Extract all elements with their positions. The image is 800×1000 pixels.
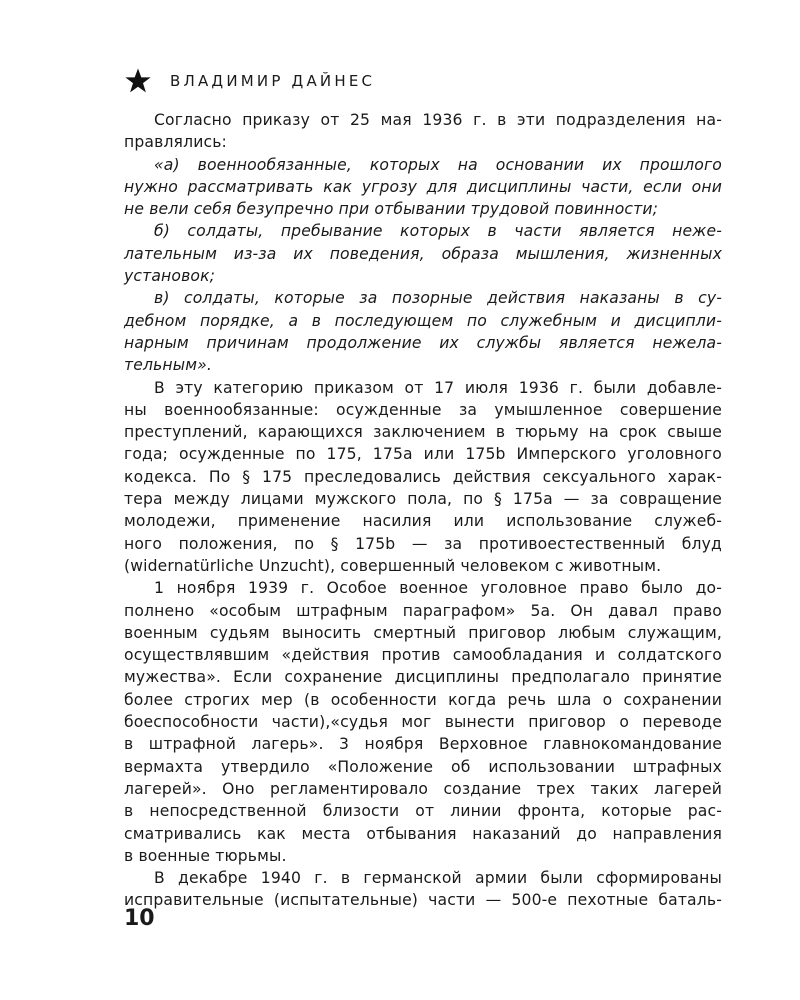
text-line: в непосредственной близости от линии фронта, которые рас-: [124, 802, 722, 821]
text-line: б) солдаты, пребывание которых в части является неже-: [154, 222, 722, 241]
star-icon: [124, 67, 152, 95]
text-line: 1 ноября 1939 г. Особое военное уголовное право было до-: [154, 579, 722, 598]
text-line: дебном порядке, а в последующем по служебным и дисципли-: [124, 311, 722, 330]
text-line: установок;: [124, 267, 216, 286]
text-line: года; осужденные по 175, 175а или 175b Имперского уголовного: [124, 445, 722, 464]
text-line: лательным из-за их поведения, образа мышления, жизненных: [124, 244, 722, 263]
text-line: вермахта утвердило «Положение об использовании штрафных: [124, 757, 722, 776]
text-line: лагерей». Оно регламентировало создание трех таких лагерей: [124, 779, 722, 798]
text-line: исправительные (испытательные) части — 500-е пехотные баталь-: [124, 891, 722, 910]
text-line: в штрафной лагерь». 3 ноября Верховное главнокомандование: [124, 735, 722, 754]
text-line: мужества». Если сохранение дисциплины предполагало принятие: [124, 668, 722, 687]
text-line: ного положения, по § 175b — за противоестественный блуд: [124, 534, 722, 553]
text-line: «а) военнообязанные, которых на основании их прошлого: [154, 155, 722, 174]
text-line: военным судьям выносить смертный приговор любым служащим,: [124, 623, 722, 642]
author-name: ВЛАДИМИР ДАЙНЕС: [170, 72, 376, 90]
body-text: [124, 109, 722, 912]
text-line: осуществлявшим «действия против самообладания и солдатского: [124, 646, 722, 665]
text-line: В эту категорию приказом от 17 июля 1936 г. были добавле-: [154, 378, 722, 397]
text-line: нарным причинам продолжение их службы является нежела-: [124, 333, 722, 352]
text-line: В декабре 1940 г. в германской армии были сформированы: [154, 869, 722, 888]
text-line: нужно рассматривать как угрозу для дисциплины части, если они: [124, 177, 722, 196]
text-line: в военные тюрьмы.: [124, 846, 287, 865]
page-number: 10: [124, 906, 155, 931]
text-line: более строгих мер (в особенности когда речь шла о сохранении: [124, 690, 722, 709]
text-line: (widernatürliche Unzucht), совершенный человеком с животным.: [124, 556, 662, 575]
text-line: сматривались как места отбывания наказаний до направления: [124, 824, 722, 843]
text-line: ны военнообязанные: осужденные за умышленное совершение: [124, 400, 722, 419]
text-line: тера между лицами мужского пола, по § 175а — за совращение: [124, 490, 722, 509]
text-line: полнено «особым штрафным параграфом» 5а. Он давал право: [124, 601, 722, 620]
text-line: боеспособности части),«судья мог вынести приговор о переводе: [124, 713, 722, 732]
running-head: [124, 66, 375, 96]
text-line: кодекса. По § 175 преследовались действия сексуального харак-: [124, 467, 722, 486]
text-line: в) солдаты, которые за позорные действия наказаны в су-: [154, 289, 722, 308]
text-line: преступлений, карающихся заключением в тюрьму на срок свыше: [124, 423, 722, 442]
text-line: молодежи, применение насилия или использование служеб-: [124, 512, 722, 531]
text-line: тельным».: [124, 356, 213, 375]
text-line: не вели себя безупречно при отбывании трудовой повинности;: [124, 200, 659, 219]
text-line: Согласно приказу от 25 мая 1936 г. в эти подразделения на-: [154, 111, 722, 129]
text-line: правлялись:: [124, 133, 227, 152]
